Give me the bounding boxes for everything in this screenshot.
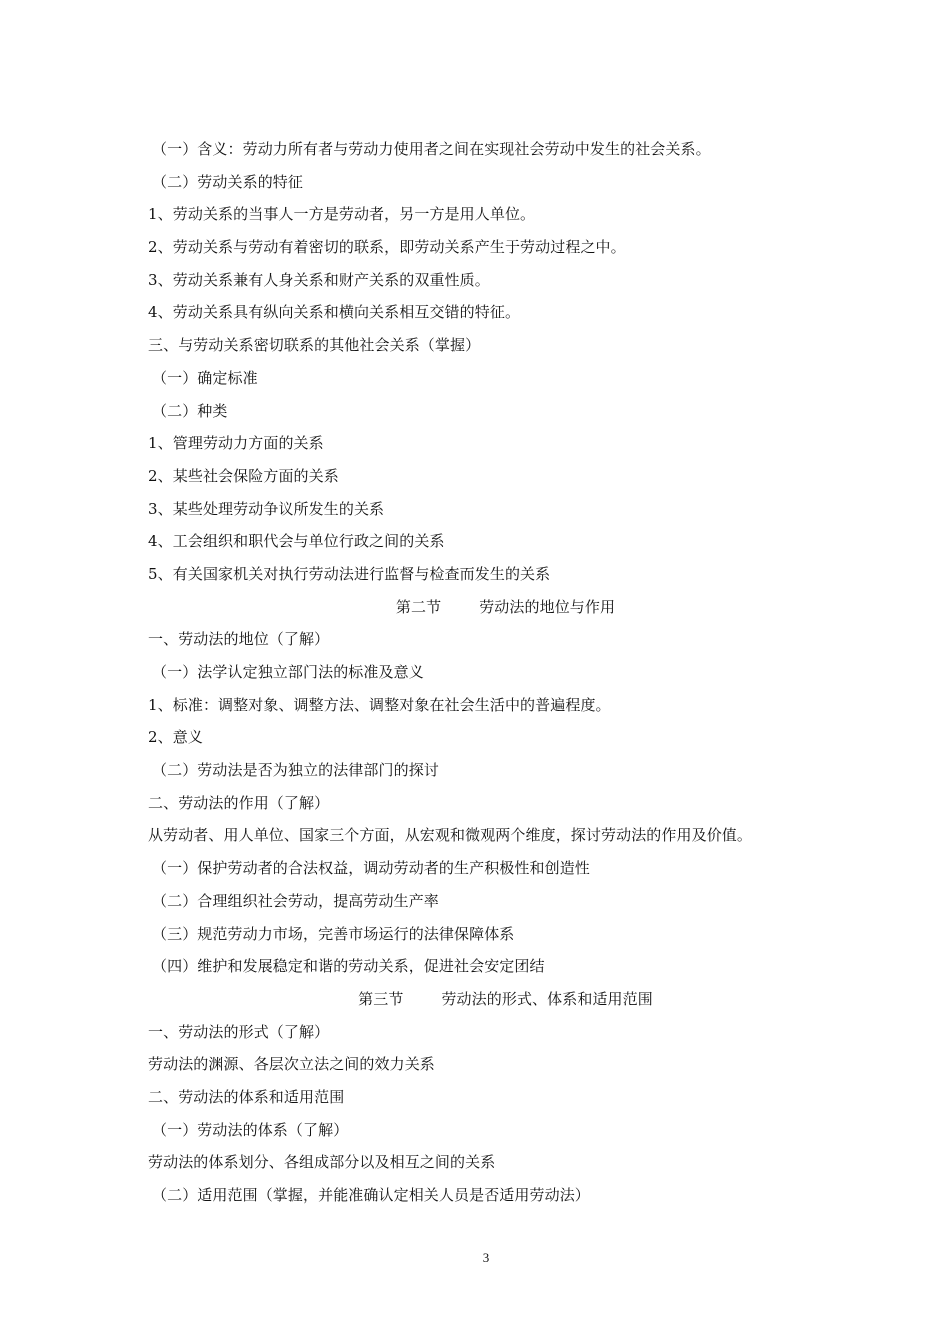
page-number: 3 — [482, 1250, 490, 1265]
subsection-line: （四）维护和发展稳定和谐的劳动关系，促进社会安定团结 — [152, 957, 545, 976]
section-number: 第三节 — [358, 989, 404, 1008]
text-line: 4、劳动关系具有纵向关系和横向关系相互交错的特征。 — [148, 303, 521, 322]
text-line: 一、劳动法的地位（了解） — [148, 630, 330, 649]
section-title: 劳动法的地位与作用 — [479, 597, 616, 616]
text-line: 1、标准：调整对象、调整方法、调整对象在社会生活中的普遍程度。 — [148, 695, 611, 714]
text-line: 一、劳动法的形式（了解） — [148, 1022, 330, 1041]
text-line: 二、劳动法的体系和适用范围 — [148, 1087, 345, 1106]
subsection-line: （一）劳动法的体系（了解） — [152, 1120, 349, 1139]
text-line: 三、与劳动关系密切联系的其他社会关系（掌握） — [148, 336, 481, 355]
text-line: 4、工会组织和职代会与单位行政之间的关系 — [148, 532, 445, 551]
subsection-line: （三）规范劳动力市场，完善市场运行的法律保障体系 — [152, 924, 515, 943]
text-line: 2、某些社会保险方面的关系 — [148, 466, 339, 485]
subsection-line: （一）法学认定独立部门法的标准及意义 — [152, 663, 424, 681]
subsection-line: （一）含义：劳动力所有者与劳动力使用者之间在实现社会劳动中发生的社会关系。 — [152, 140, 711, 158]
text-line: 1、劳动关系的当事人一方是劳动者，另一方是用人单位。 — [148, 205, 536, 224]
text-line: 2、意义 — [148, 728, 203, 747]
text-line: 二、劳动法的作用（了解） — [148, 793, 330, 812]
text-line: 劳动法的渊源、各层次立法之间的效力关系 — [148, 1055, 435, 1074]
subsection-line: （一）保护劳动者的合法权益，调动劳动者的生产积极性和创造性 — [152, 859, 590, 878]
subsection-line: （二）劳动关系的特征 — [152, 172, 304, 191]
subsection-line: （二）劳动法是否为独立的法律部门的探讨 — [152, 761, 439, 780]
text-line: 3、劳动关系兼有人身关系和财产关系的双重性质。 — [148, 270, 490, 289]
text-line: 从劳动者、用人单位、国家三个方面，从宏观和微观两个维度，探讨劳动法的作用及价值。 — [148, 826, 753, 845]
subsection-line: （二）种类 — [152, 401, 228, 420]
section-title: 劳动法的形式、体系和适用范围 — [441, 989, 653, 1008]
text-line: 2、劳动关系与劳动有着密切的联系，即劳动关系产生于劳动过程之中。 — [148, 238, 626, 257]
section-heading — [148, 591, 838, 624]
section-heading — [148, 983, 838, 1016]
text-line: 劳动法的体系划分、各组成部分以及相互之间的关系 — [148, 1153, 496, 1172]
section-number: 第二节 — [395, 597, 442, 616]
text-line: 1、管理劳动力方面的关系 — [148, 434, 324, 453]
text-line: 5、有关国家机关对执行劳动法进行监督与检查而发生的关系 — [148, 564, 551, 583]
text-line: 3、某些处理劳动争议所发生的关系 — [148, 499, 385, 518]
document-body — [148, 133, 838, 1212]
subsection-line: （二）合理组织社会劳动，提高劳动生产率 — [152, 891, 439, 910]
subsection-line: （一）确定标准 — [152, 368, 258, 387]
subsection-line: （二）适用范围（掌握，并能准确认定相关人员是否适用劳动法） — [152, 1186, 590, 1204]
